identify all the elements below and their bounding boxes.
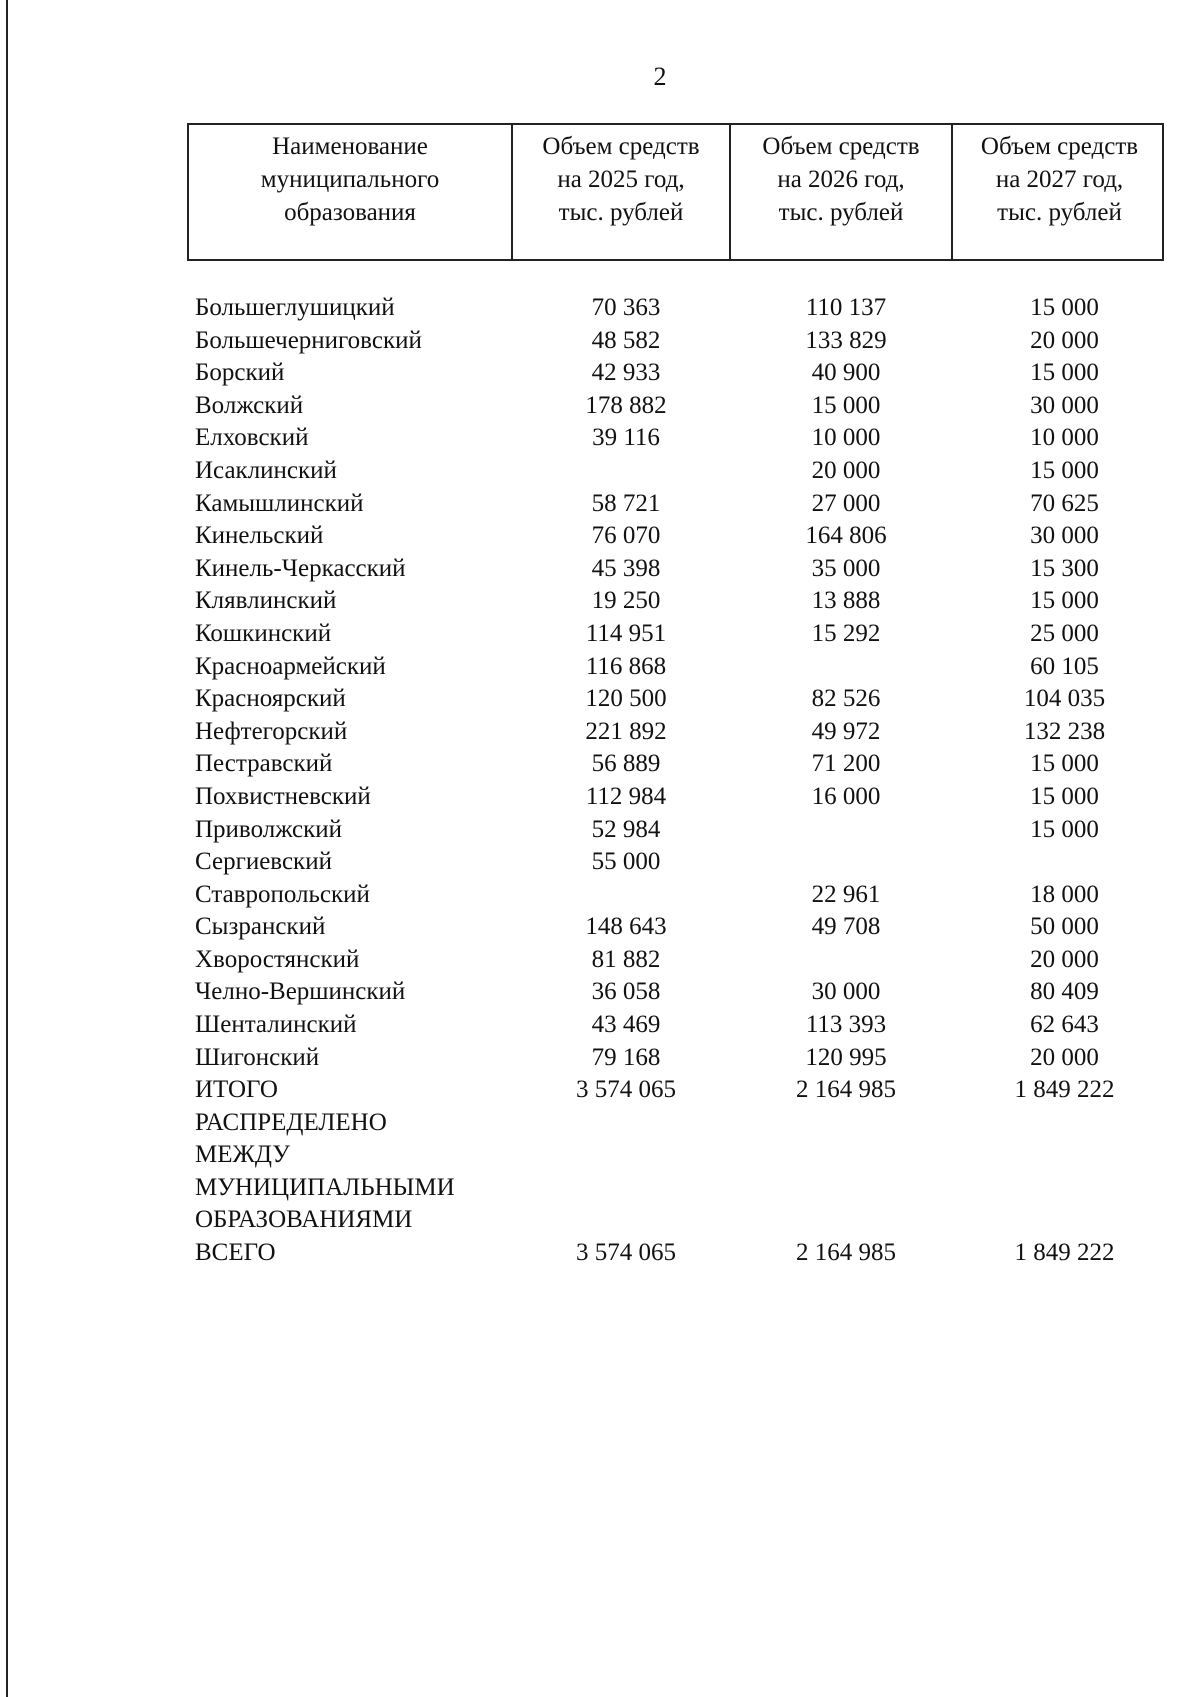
header-amount-2026: Объем средств на 2026 год, тыс. рублей <box>729 125 951 259</box>
table-row <box>195 422 1172 455</box>
amount-2026 <box>735 944 957 977</box>
municipality-name: Красноармейский <box>195 652 386 680</box>
municipality-name: Большеглушицкий <box>195 294 395 321</box>
amount-2025: 55 000 <box>591 848 661 876</box>
amount-2026: 120 995 <box>805 1043 887 1071</box>
table-row <box>195 683 1172 716</box>
municipality-name: Кинель-Черкасский <box>195 554 406 582</box>
municipality-name: Приволжский <box>195 815 343 843</box>
amount-2025: 81 882 <box>591 945 661 973</box>
amount-2027: 50 000 <box>1030 913 1099 941</box>
municipality-name: Шенталинский <box>195 1011 357 1039</box>
amount-2026: 133 829 <box>805 326 887 354</box>
amount-2027: 15 000 <box>1030 815 1099 843</box>
amount-2027: 15 000 <box>1030 782 1099 810</box>
grand-total-2025: 3 574 065 <box>576 1239 676 1266</box>
table-row <box>195 846 1172 879</box>
total-distributed-label: ИТОГО РАСПРЕДЕЛЕНО МЕЖДУ МУНИЦИПАЛЬНЫМИ ОБРАЗОВАНИЯМИ <box>195 1076 455 1234</box>
table-row <box>195 325 1172 358</box>
amount-2027: 30 000 <box>1030 522 1099 550</box>
municipality-name: Большечерниговский <box>195 326 422 354</box>
amount-2027: 70 625 <box>1030 489 1099 517</box>
municipality-name: Сергиевский <box>195 848 332 876</box>
table-row <box>195 1042 1172 1075</box>
municipality-name: Хворостянский <box>195 945 360 973</box>
municipality-name: Клявлинский <box>195 587 337 615</box>
table-row <box>195 651 1172 684</box>
amount-2026: 13 888 <box>811 587 881 615</box>
municipality-name: Борский <box>195 359 285 387</box>
amount-2027: 15 000 <box>1030 750 1099 778</box>
grand-total-2026: 2 164 985 <box>796 1239 896 1266</box>
amount-2026: 113 393 <box>805 1011 887 1039</box>
amount-2025: 114 951 <box>585 619 667 647</box>
amount-2027: 80 409 <box>1030 978 1099 1006</box>
grand-total-2027: 1 849 222 <box>1014 1239 1115 1266</box>
amount-2027: 10 000 <box>1030 424 1099 452</box>
amount-2025: 116 868 <box>585 652 667 680</box>
amount-2025: 19 250 <box>591 587 661 615</box>
municipality-name: Елховский <box>195 424 309 452</box>
municipality-name: Красноярский <box>195 685 346 713</box>
header-amount-2027: Объем средств на 2027 год, тыс. рублей <box>951 125 1166 259</box>
amount-2027: 18 000 <box>1030 880 1099 908</box>
municipality-name: Похвистневский <box>195 782 371 810</box>
municipality-name: Сызранский <box>195 913 326 941</box>
municipality-name: Шигонский <box>195 1043 320 1071</box>
amount-2025: 178 882 <box>585 391 667 419</box>
amount-2027: 30 000 <box>1030 391 1099 419</box>
table-row <box>195 390 1172 423</box>
amount-2026 <box>735 814 957 847</box>
table-row <box>195 911 1172 944</box>
amount-2026: 82 526 <box>811 685 881 713</box>
amount-2027: 132 238 <box>1023 717 1106 745</box>
amount-2025: 52 984 <box>591 815 661 843</box>
amount-2026: 49 972 <box>811 717 881 745</box>
amount-2026 <box>735 651 957 684</box>
amount-2026: 27 000 <box>811 489 881 517</box>
amount-2027: 15 000 <box>1030 587 1099 615</box>
amount-2026 <box>735 846 957 879</box>
municipality-name: Исаклинский <box>195 456 337 484</box>
total-distributed-2026: 2 164 985 <box>796 1076 896 1103</box>
amount-2026: 40 900 <box>811 359 881 387</box>
page-number: 2 <box>653 62 667 91</box>
table-body <box>195 292 1172 1074</box>
amount-2026: 110 137 <box>805 294 887 321</box>
amount-2026: 164 806 <box>805 522 887 550</box>
amount-2025 <box>517 455 735 488</box>
amount-2027: 60 105 <box>1030 652 1099 680</box>
grand-total-label: ВСЕГО <box>195 1239 276 1266</box>
amount-2027: 15 000 <box>1030 456 1099 484</box>
table-row <box>195 585 1172 618</box>
municipality-name: Волжский <box>195 391 304 419</box>
amount-2027: 20 000 <box>1030 1043 1099 1071</box>
amount-2025: 79 168 <box>591 1043 661 1071</box>
grand-total-row <box>195 1237 1172 1269</box>
amount-2027: 62 643 <box>1030 1011 1099 1039</box>
table-row <box>195 976 1172 1009</box>
table-row <box>195 618 1172 651</box>
table-row <box>195 488 1172 521</box>
header-amount-2025: Объем средств на 2025 год, тыс. рублей <box>511 125 729 259</box>
amount-2025: 36 058 <box>591 978 661 1006</box>
amount-2027: 20 000 <box>1030 945 1099 973</box>
amount-2025: 42 933 <box>591 359 661 387</box>
amount-2025: 45 398 <box>591 554 661 582</box>
municipality-name: Челно-Вершинский <box>195 978 406 1006</box>
municipality-name: Камышлинский <box>195 489 364 517</box>
amount-2025 <box>517 879 735 912</box>
page-edge-line <box>6 0 8 1697</box>
amount-2025: 43 469 <box>591 1011 661 1039</box>
amount-2025: 148 643 <box>585 913 667 941</box>
table-row <box>195 520 1172 553</box>
amount-2026: 16 000 <box>811 782 881 810</box>
table-row <box>195 553 1172 586</box>
amount-2025: 112 984 <box>585 782 667 810</box>
amount-2027: 15 300 <box>1030 554 1099 582</box>
amount-2025: 56 889 <box>591 750 661 778</box>
amount-2026: 22 961 <box>811 880 881 908</box>
amount-2025: 58 721 <box>591 489 661 517</box>
amount-2027: 20 000 <box>1030 326 1099 354</box>
municipality-name: Пестравский <box>195 750 333 778</box>
table-row <box>195 879 1172 912</box>
table-row <box>195 814 1172 847</box>
municipality-name: Кошкинский <box>195 619 332 647</box>
header-municipality: Наименование муниципального образования <box>260 133 440 226</box>
municipality-name: Ставропольский <box>195 880 370 908</box>
municipality-name: Кинельский <box>195 522 324 550</box>
amount-2025: 39 116 <box>592 424 660 452</box>
table-row <box>195 716 1172 749</box>
amount-2025: 120 500 <box>585 685 667 713</box>
table-row <box>195 292 1172 325</box>
table-header <box>187 123 1164 261</box>
amount-2027: 25 000 <box>1030 619 1099 647</box>
amount-2025: 70 363 <box>591 294 661 321</box>
amount-2027 <box>957 846 1172 879</box>
amount-2025: 76 070 <box>591 522 661 550</box>
table-row <box>195 357 1172 390</box>
table-row <box>195 455 1172 488</box>
amount-2027: 15 000 <box>1030 359 1099 387</box>
amount-2026: 71 200 <box>811 750 881 778</box>
table-row <box>195 1009 1172 1042</box>
amount-2026: 15 292 <box>811 619 881 647</box>
table-row <box>195 748 1172 781</box>
total-distributed-2025: 3 574 065 <box>576 1076 676 1103</box>
amount-2026: 35 000 <box>811 554 881 582</box>
municipality-name: Нефтегорский <box>195 717 348 745</box>
amount-2026: 15 000 <box>811 391 881 419</box>
amount-2026: 20 000 <box>811 456 881 484</box>
amount-2027: 15 000 <box>1030 294 1099 321</box>
amount-2026: 49 708 <box>811 913 881 941</box>
table-row <box>195 944 1172 977</box>
total-distributed-row <box>195 1074 1172 1237</box>
table-row <box>195 781 1172 814</box>
amount-2026: 10 000 <box>811 424 881 452</box>
total-distributed-2027: 1 849 222 <box>1014 1076 1115 1103</box>
amount-2026: 30 000 <box>811 978 881 1006</box>
amount-2025: 221 892 <box>585 717 667 745</box>
amount-2025: 48 582 <box>591 326 661 354</box>
amount-2027: 104 035 <box>1023 685 1106 713</box>
